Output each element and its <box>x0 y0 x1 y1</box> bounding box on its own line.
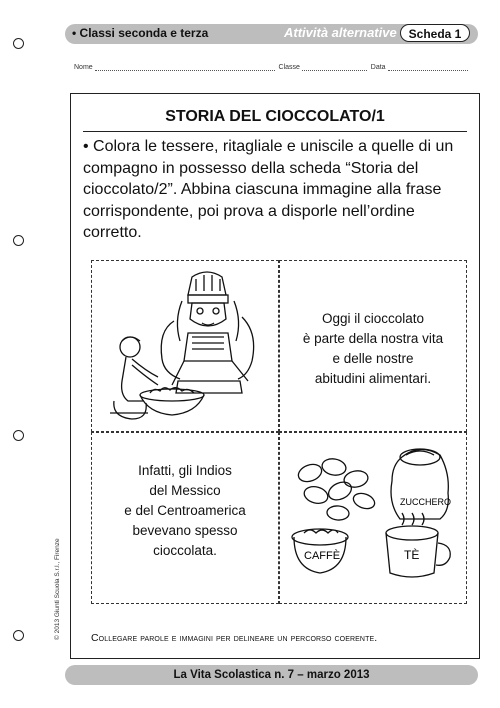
binder-hole <box>13 430 24 441</box>
card-line: Oggi il cioccolato <box>321 311 425 326</box>
card-line: e del Centroamerica <box>124 503 246 518</box>
worksheet-title: STORIA DEL CIOCCOLATO/1 <box>165 108 385 125</box>
card-today-lines <box>280 309 466 389</box>
title-divider <box>83 131 467 132</box>
sugar-sack-icon <box>391 449 448 519</box>
card-line: Infatti, gli Indios <box>138 463 232 478</box>
section-label: Attività alternative <box>284 25 397 40</box>
date-field[interactable] <box>388 70 468 71</box>
worksheet-box <box>70 93 480 659</box>
card-line: è parte della nostra vita <box>302 331 444 346</box>
sheet-label: Scheda 1 <box>400 24 470 42</box>
card-line: cioccolata. <box>153 543 217 558</box>
card-line: abitudini alimentari. <box>314 371 432 386</box>
card-today-text <box>279 260 467 432</box>
binder-hole <box>13 630 24 641</box>
instructions-text: • Colora le tessere, ritagliale e uniscile a quelle di un compagno in possesso della scheda “Storia del cioccolato/2”. Abbina ciascuna immagine alla frase corrispondente, poi prova a disporle nell’ordine corretto. <box>83 138 454 241</box>
sugar-label: ZUCCHERO <box>400 497 451 507</box>
coffee-label: CAFFÈ <box>304 550 341 562</box>
grade-label: • Classi seconda e terza <box>72 26 209 40</box>
card-indio-image <box>91 260 279 432</box>
indio-idol-illustration <box>92 261 278 431</box>
class-label: Classe <box>278 64 300 71</box>
class-field[interactable] <box>302 70 367 71</box>
card-indios-lines <box>92 461 278 561</box>
card-indios-text <box>91 432 279 604</box>
footnote: Collegare parole e immagini per delineare un percorso coerente. <box>91 632 378 644</box>
card-line: bevevano spesso <box>132 523 238 538</box>
name-label: Nome <box>74 64 93 71</box>
tea-cup-icon <box>386 513 450 577</box>
date-label: Data <box>370 64 386 71</box>
tea-label: TÈ <box>404 548 420 562</box>
name-field[interactable] <box>95 70 275 71</box>
cocoa-beans-icon <box>296 457 377 521</box>
card-line: e delle nostre <box>332 351 414 366</box>
copyright-note: © 2013 Giunti Scuola S.r.l., Firenze <box>54 538 61 640</box>
binder-hole <box>13 38 24 49</box>
card-grid <box>91 260 467 604</box>
foods-illustration <box>280 433 466 603</box>
card-line: del Messico <box>149 483 221 498</box>
card-foods-image <box>279 432 467 604</box>
binder-hole <box>13 235 24 246</box>
footer-bar: La Vita Scolastica n. 7 – marzo 2013 <box>65 665 478 685</box>
student-fields <box>74 64 482 71</box>
